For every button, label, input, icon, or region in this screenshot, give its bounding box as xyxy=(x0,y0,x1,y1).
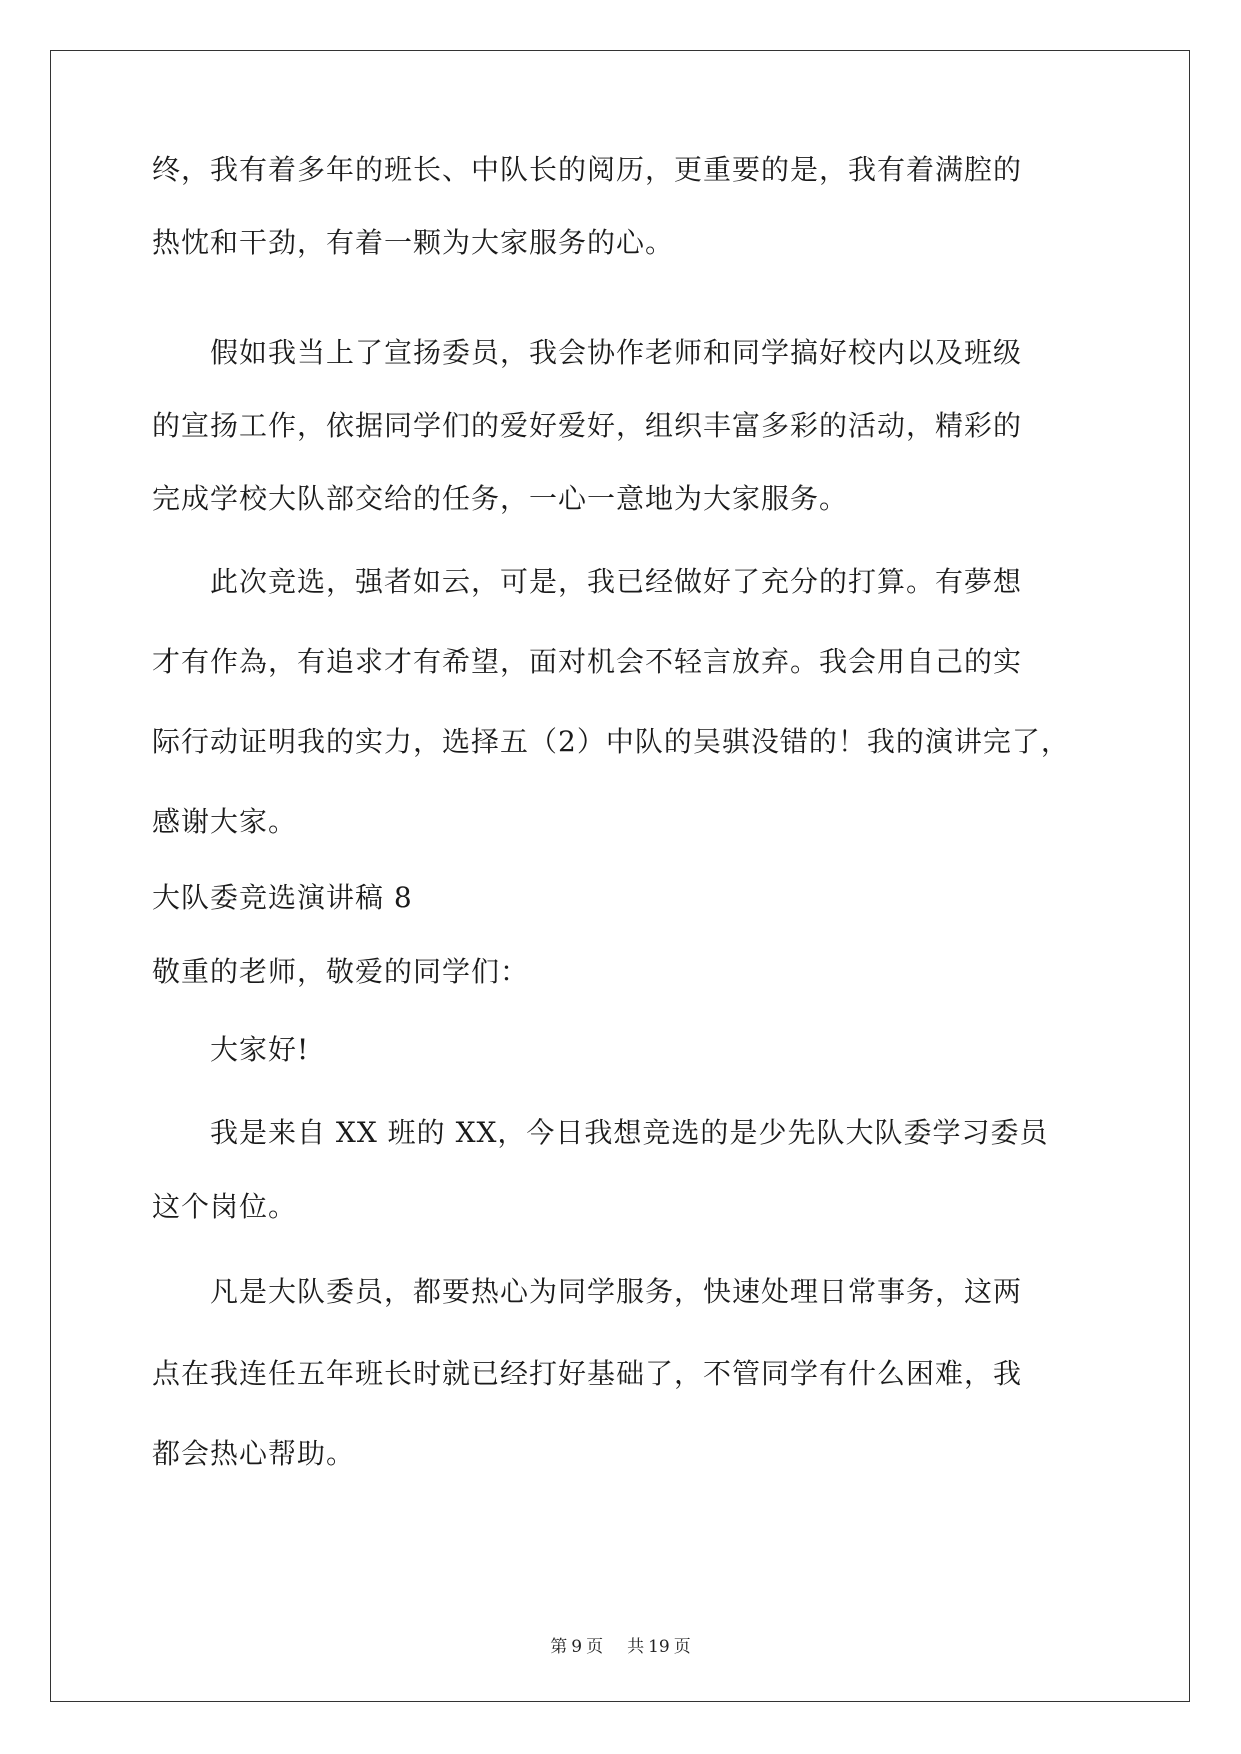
text-line: 都会热心帮助。 xyxy=(152,1437,356,1470)
text-line: 际行动证明我的实力，选择五（2）中队的吴骐没错的！我的演讲完了， xyxy=(152,725,1070,758)
page-footer xyxy=(0,1636,1241,1658)
text-line: 感谢大家。 xyxy=(152,805,298,838)
text-line: 完成学校大队部交给的任务，一心一意地为大家服务。 xyxy=(152,482,849,515)
paragraph-start: 此次竞选，强者如云，可是，我已经做好了充分的打算。有夢想 xyxy=(152,565,1023,598)
total-suffix: 页 xyxy=(673,1637,691,1657)
text-line: 的宣扬工作，依据同学们的爱好爱好，组织丰富多彩的活动，精彩的 xyxy=(152,409,1023,442)
paragraph-start: 假如我当上了宣扬委员，我会协作老师和同学搞好校内以及班级 xyxy=(152,336,1023,369)
page-suffix: 页 xyxy=(586,1637,604,1657)
paragraph-start: 凡是大队委员，都要热心为同学服务，快速处理日常事务，这两 xyxy=(152,1275,1023,1308)
text-line: 终，我有着多年的班长、中队长的阅历，更重要的是，我有着满腔的 xyxy=(152,153,1023,186)
text-line: 才有作為，有追求才有希望，面对机会不轻言放弃。我会用自己的实 xyxy=(152,645,1023,678)
total-pages: 19 xyxy=(648,1637,670,1657)
page-number: 9 xyxy=(571,1637,583,1657)
text-line: 热忱和干劲，有着一颗为大家服务的心。 xyxy=(152,226,675,259)
greeting: 大家好! xyxy=(152,1033,310,1066)
section-heading: 大队委竞选演讲稿 8 xyxy=(152,881,413,914)
text-line: 点在我连任五年班长时就已经打好基础了，不管同学有什么困难，我 xyxy=(152,1357,1023,1390)
paragraph-start: 我是来自 XX 班的 XX，今日我想竞选的是少先队大队委学习委员 xyxy=(152,1116,1049,1149)
page-prefix: 第 xyxy=(550,1637,568,1657)
text-line: 这个岗位。 xyxy=(152,1190,298,1223)
salutation: 敬重的老师，敬爱的同学们： xyxy=(152,955,530,988)
total-prefix: 共 xyxy=(627,1637,645,1657)
